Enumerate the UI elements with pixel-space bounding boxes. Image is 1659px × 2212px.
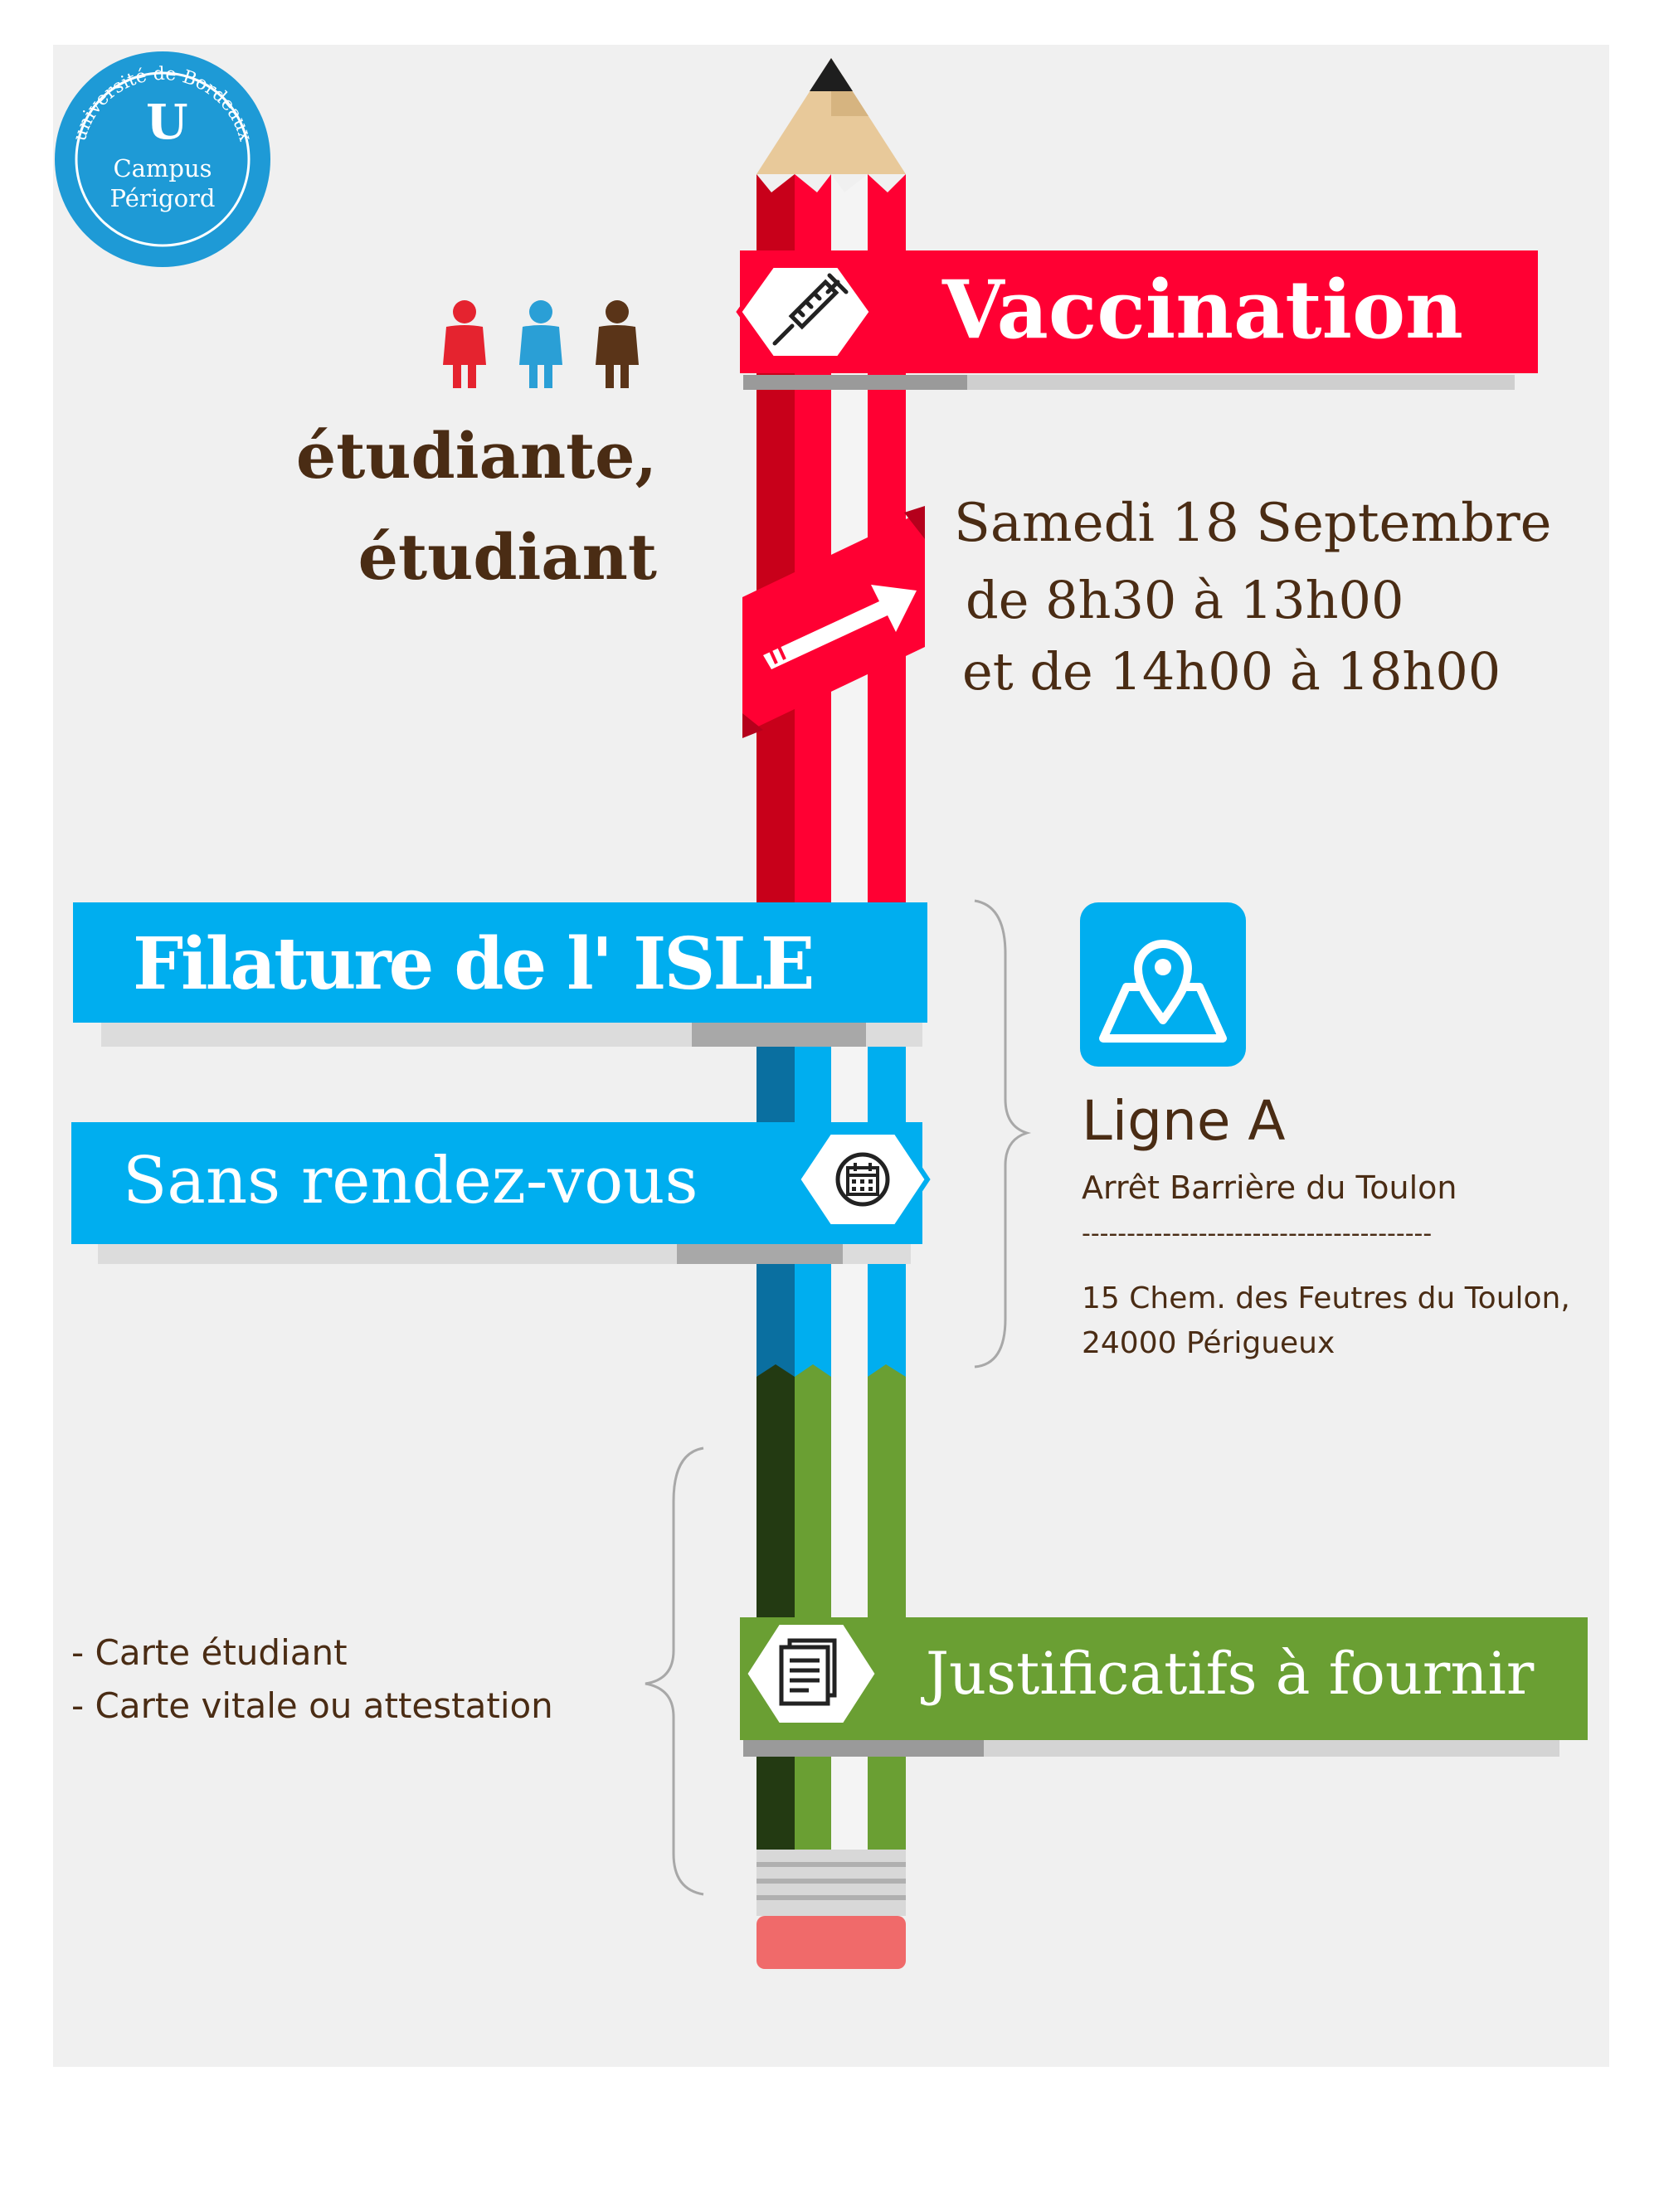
pencil-lead [810, 58, 853, 91]
documents-brace [645, 1448, 703, 1894]
vaccination-time2: et de 14h00 à 18h00 [962, 641, 1501, 702]
venue-title: Filature de l' ISLE [133, 922, 813, 1006]
address-line2: 24000 Périgueux [1082, 1326, 1335, 1360]
vaccination-time1: de 8h30 à 13h00 [966, 570, 1404, 630]
pencil-eraser [757, 1916, 906, 1969]
address-separator: --------------------------------------- [1082, 1219, 1433, 1248]
document-item-1: - Carte étudiant [71, 1632, 348, 1673]
vaccination-date: Samedi 18 Septembre [954, 493, 1552, 554]
vaccination-title: Vaccination [942, 263, 1463, 357]
person-icon [596, 300, 639, 388]
bus-line: Ligne A [1082, 1089, 1286, 1153]
logo-letter: U [146, 94, 188, 150]
address-line1: 15 Chem. des Feutres du Toulon, [1082, 1281, 1570, 1315]
mode-title: Sans rendez-vous [123, 1144, 698, 1218]
document-item-2: - Carte vitale ou attestation [71, 1685, 553, 1726]
audience-line1: étudiante, [295, 419, 657, 493]
bus-stop: Arrêt Barrière du Toulon [1082, 1169, 1457, 1206]
documents-title: Justificatifs à fournir [926, 1640, 1535, 1708]
logo-campus: Campus [113, 154, 212, 182]
person-icon [519, 300, 562, 388]
logo-perigord: Périgord [109, 184, 216, 212]
location-brace [975, 901, 1027, 1367]
logo-ring-text: université de Bordeaux [69, 63, 256, 144]
audience-line2: étudiant [358, 520, 657, 594]
person-icon [443, 300, 486, 388]
